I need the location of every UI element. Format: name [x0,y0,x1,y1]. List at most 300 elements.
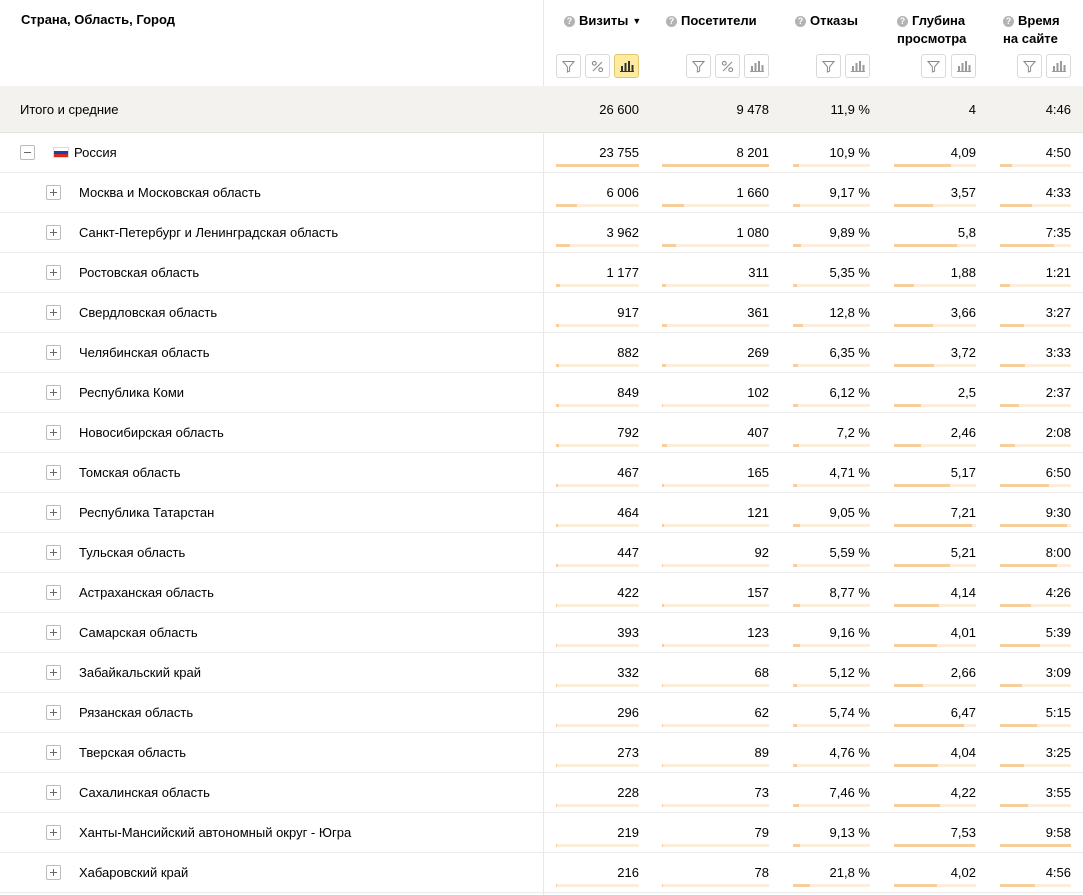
table-row[interactable] [0,253,1083,293]
bar-visitors [662,844,769,847]
cell-bounce: 9,16 % [829,625,870,640]
cell-time: 4:56 [1045,865,1071,880]
row-label[interactable]: Ханты-Мансийский автономный округ - Югра [79,825,352,840]
chart-bounce-button[interactable] [845,54,870,78]
cell-visits: 3 962 [606,225,639,240]
plus-icon[interactable] [46,425,61,440]
row-label[interactable]: Астраханская область [79,585,214,600]
question-icon[interactable]: ? [1003,16,1014,27]
cell-visits: 273 [617,745,639,760]
cell-depth: 5,17 [950,465,976,480]
plus-icon[interactable] [46,825,61,840]
bar-fill [894,244,957,247]
table-row[interactable] [0,413,1083,453]
table-row[interactable] [0,173,1083,213]
bar-fill [556,884,557,887]
column-header-depth[interactable] [897,12,966,48]
percent-visits-button[interactable] [585,54,610,78]
row-dimension [46,293,217,332]
chart-depth-button[interactable] [951,54,976,78]
bar-bounce [793,444,870,447]
row-label[interactable]: Челябинская область [79,345,210,360]
filter-icon [1023,60,1036,73]
row-label[interactable]: Тверская область [79,745,187,760]
cell-visitors: 9 478 [736,101,769,117]
plus-icon[interactable] [46,785,61,800]
bar-fill [662,484,664,487]
row-label[interactable]: Тульская область [79,545,186,560]
plus-icon[interactable] [46,185,61,200]
bar-bounce [793,364,870,367]
plus-icon[interactable] [46,385,61,400]
bar-bounce [793,284,870,287]
cell-visitors: 79 [754,825,769,840]
bar-time [1000,284,1071,287]
filter-icon [927,60,940,73]
bar-visits [556,724,639,727]
plus-icon[interactable] [46,585,61,600]
column-header-line [1003,30,1060,48]
table-row[interactable] [0,333,1083,373]
column-header-line [564,12,641,30]
plus-icon[interactable] [46,265,61,280]
bar-visitors [662,604,769,607]
column-header-bounce[interactable] [795,12,858,30]
table-row[interactable] [0,293,1083,333]
bar-fill [793,644,800,647]
table-row[interactable] [0,853,1083,893]
bar-fill [556,484,558,487]
table-row[interactable] [0,573,1083,613]
bar-time [1000,684,1071,687]
column-header-visitors[interactable] [666,12,757,30]
bar-fill [662,564,663,567]
bar-fill [662,804,663,807]
bar-fill [894,884,937,887]
column-header-line [1003,12,1060,30]
bar-fill [662,324,667,327]
row-dimension [46,773,210,812]
filter-visitors-button[interactable] [686,54,711,78]
totals-row [0,86,1083,133]
row-label[interactable]: Рязанская область [79,705,194,720]
cell-visits: 228 [617,785,639,800]
cell-depth: 7,53 [950,825,976,840]
bar-visits [556,484,639,487]
bar-chart-icon [750,60,764,72]
bar-bounce [793,404,870,407]
cell-visitors: 269 [747,345,769,360]
filter-time-button[interactable] [1017,54,1042,78]
bar-time [1000,404,1071,407]
cell-visits: 447 [617,545,639,560]
bar-fill [894,604,939,607]
bar-visitors [662,444,769,447]
row-label[interactable]: Сахалинская область [79,785,210,800]
bar-visitors [662,364,769,367]
bar-fill [1000,364,1025,367]
cell-visitors: 68 [754,665,769,680]
percent-visitors-button[interactable] [715,54,740,78]
cell-depth: 4,01 [950,625,976,640]
cell-depth: 7,21 [950,505,976,520]
cell-visitors: 78 [754,865,769,880]
cell-visitors: 123 [747,625,769,640]
bar-fill [1000,444,1015,447]
sort-desc-icon[interactable]: ▼ [632,16,642,26]
column-header-label: Отказы [810,13,858,28]
cell-bounce: 9,89 % [829,225,870,240]
cell-bounce: 6,35 % [829,345,870,360]
bar-fill [1000,524,1067,527]
bar-time [1000,564,1071,567]
cell-visits: 296 [617,705,639,720]
row-label[interactable]: Томская область [79,465,181,480]
cell-time: 4:46 [1045,101,1071,117]
row-dimension [46,413,224,452]
cell-visitors: 157 [747,585,769,600]
column-header-label: Визиты [579,13,629,28]
bar-visitors [662,164,769,167]
table-row[interactable] [0,453,1083,493]
chart-time-button[interactable] [1046,54,1071,78]
bar-fill [662,164,769,167]
bar-fill [793,324,803,327]
row-label[interactable]: Ростовская область [79,265,200,280]
bar-fill [793,164,799,167]
cell-visitors: 102 [747,385,769,400]
totals-label: Итого и средние [20,101,119,117]
bar-fill [894,164,951,167]
bar-time [1000,764,1071,767]
row-label[interactable]: Россия [74,145,117,160]
bar-fill [1000,484,1049,487]
cell-depth: 3,57 [950,185,976,200]
question-icon[interactable]: ? [564,16,575,27]
bar-bounce [793,484,870,487]
bar-fill [1000,644,1040,647]
bar-visitors [662,724,769,727]
bar-fill [894,404,921,407]
row-dimension [20,133,117,172]
bar-fill [1000,204,1032,207]
table-row[interactable] [0,533,1083,573]
row-label[interactable]: Свердловская область [79,305,218,320]
cell-visitors: 1 660 [736,185,769,200]
bar-time [1000,884,1071,887]
plus-icon[interactable] [46,865,61,880]
bar-visits [556,204,639,207]
table-row[interactable] [0,693,1083,733]
cell-depth: 4,04 [950,745,976,760]
bar-fill [662,404,663,407]
cell-bounce: 9,05 % [829,505,870,520]
bar-fill [793,724,797,727]
bar-fill [556,204,577,207]
bar-fill [793,244,801,247]
cell-bounce: 12,8 % [829,305,870,320]
row-label[interactable]: Хабаровский край [79,865,189,880]
bar-visits [556,444,639,447]
filter-icon [822,60,835,73]
plus-icon[interactable] [46,665,61,680]
bar-fill [894,484,950,487]
bar-fill [1000,404,1019,407]
cell-time: 6:50 [1045,465,1071,480]
cell-depth: 4,02 [950,865,976,880]
cell-depth: 5,21 [950,545,976,560]
cell-time: 3:25 [1045,745,1071,760]
bar-visits [556,164,639,167]
column-header-line [897,30,966,48]
cell-bounce: 7,46 % [829,785,870,800]
bar-fill [662,644,664,647]
cell-visits: 882 [617,345,639,360]
table-row[interactable] [0,653,1083,693]
bar-bounce [793,884,870,887]
bar-fill [556,804,557,807]
cell-visits: 849 [617,385,639,400]
bar-fill [793,764,797,767]
bar-fill [894,204,933,207]
bar-fill [793,564,797,567]
cell-visitors: 1 080 [736,225,769,240]
plus-icon[interactable] [46,545,61,560]
bar-visits [556,684,639,687]
table-header [0,0,1083,86]
cell-time: 3:55 [1045,785,1071,800]
row-label[interactable]: Санкт-Петербург и Ленинградская область [79,225,339,240]
cell-time: 5:39 [1045,625,1071,640]
cell-visitors: 89 [754,745,769,760]
bar-visits [556,764,639,767]
table-row[interactable] [0,773,1083,813]
bar-visitors [662,644,769,647]
row-label[interactable]: Москва и Московская область [79,185,261,200]
cell-bounce: 5,35 % [829,265,870,280]
row-dimension [46,173,261,212]
bar-fill [793,804,799,807]
cell-bounce: 7,2 % [836,425,870,440]
bar-visitors [662,244,769,247]
bar-time [1000,804,1071,807]
column-header-line [666,12,757,30]
bar-fill [662,604,664,607]
bar-fill [556,724,557,727]
bar-visitors [662,684,769,687]
bar-time [1000,524,1071,527]
bar-fill [1000,164,1012,167]
bar-fill [662,284,666,287]
bar-fill [1000,324,1024,327]
bar-fill [793,844,800,847]
cell-time: 3:33 [1045,345,1071,360]
row-label[interactable]: Республика Коми [79,385,185,400]
question-icon[interactable]: ? [666,16,677,27]
cell-depth: 3,72 [950,345,976,360]
bar-fill [793,364,798,367]
plus-icon[interactable] [46,625,61,640]
bar-visitors [662,404,769,407]
bar-visits [556,844,639,847]
bar-bounce [793,764,870,767]
table-row[interactable] [0,213,1083,253]
bar-bounce [793,684,870,687]
bar-bounce [793,204,870,207]
bar-fill [1000,724,1037,727]
cell-bounce: 5,74 % [829,705,870,720]
bar-bounce [793,524,870,527]
cell-visits: 1 177 [606,265,639,280]
bar-fill [556,284,560,287]
cell-depth: 6,47 [950,705,976,720]
row-label[interactable]: Самарская область [79,625,198,640]
question-icon[interactable]: ? [795,16,806,27]
bar-time [1000,364,1071,367]
filter-icon [562,60,575,73]
bar-fill [1000,804,1028,807]
chart-visitors-button[interactable] [744,54,769,78]
cell-bounce: 21,8 % [829,865,870,880]
minus-icon[interactable] [20,145,35,160]
table-row[interactable] [0,373,1083,413]
bar-fill [894,764,938,767]
column-header-label: Глубина [912,13,966,28]
bar-visitors [662,204,769,207]
table-row-country[interactable] [0,133,1083,173]
plus-icon[interactable] [46,225,61,240]
bar-fill [662,844,663,847]
bar-fill [556,404,559,407]
column-header-label: Посетители [681,13,757,28]
cell-bounce: 10,9 % [829,145,870,160]
chart-visits-button[interactable] [614,54,639,78]
bar-bounce [793,804,870,807]
cell-bounce: 6,12 % [829,385,870,400]
plus-icon[interactable] [46,745,61,760]
bar-visitors [662,484,769,487]
cell-visits: 6 006 [606,185,639,200]
question-icon[interactable]: ? [897,16,908,27]
column-header-time[interactable] [1003,12,1060,48]
bar-chart-icon [851,60,865,72]
bar-bounce [793,244,870,247]
table-row[interactable] [0,613,1083,653]
filter-bounce-button[interactable] [816,54,841,78]
cell-time: 3:27 [1045,305,1071,320]
filter-visits-button[interactable] [556,54,581,78]
table-row[interactable] [0,493,1083,533]
bar-fill [1000,764,1024,767]
bar-time [1000,604,1071,607]
bar-visitors [662,804,769,807]
bar-fill [556,644,557,647]
cell-time: 9:58 [1045,825,1071,840]
filter-depth-button[interactable] [921,54,946,78]
bar-bounce [793,724,870,727]
cell-depth: 4,14 [950,585,976,600]
bar-visitors [662,564,769,567]
cell-visits: 393 [617,625,639,640]
bar-fill [662,444,667,447]
bar-fill [894,564,950,567]
bar-fill [556,164,639,167]
dimension-header[interactable]: Страна, Область, Город [21,12,175,27]
row-dimension [46,613,198,652]
cell-visits: 219 [617,825,639,840]
cell-bounce: 8,77 % [829,585,870,600]
cell-visitors: 73 [754,785,769,800]
bar-visits [556,884,639,887]
row-dimension [46,333,209,372]
bar-fill [1000,604,1031,607]
bar-fill [894,444,921,447]
row-dimension [46,693,193,732]
bar-visitors [662,324,769,327]
cell-visits: 422 [617,585,639,600]
bar-fill [662,524,664,527]
row-label[interactable]: Забайкальский край [79,665,202,680]
row-label[interactable]: Республика Татарстан [79,505,215,520]
bar-chart-icon [620,60,634,72]
bar-fill [894,644,937,647]
bar-fill [556,324,559,327]
cell-time: 5:15 [1045,705,1071,720]
table-row[interactable] [0,733,1083,773]
bar-fill [793,404,798,407]
bar-fill [793,284,797,287]
row-label[interactable]: Новосибирская область [79,425,224,440]
column-header-label: Время [1018,13,1060,28]
plus-icon[interactable] [46,345,61,360]
table-row[interactable] [0,813,1083,853]
cell-time: 4:50 [1045,145,1071,160]
cell-visits: 792 [617,425,639,440]
bar-time [1000,244,1071,247]
cell-bounce: 11,9 % [830,101,870,117]
plus-icon[interactable] [46,705,61,720]
cell-visits: 332 [617,665,639,680]
bar-fill [793,484,797,487]
bar-chart-icon [957,60,971,72]
row-dimension [46,573,214,612]
plus-icon[interactable] [46,305,61,320]
bar-visits [556,364,639,367]
cell-depth: 5,8 [957,225,976,240]
bar-fill [793,884,810,887]
bar-fill [662,684,663,687]
plus-icon[interactable] [46,505,61,520]
cell-depth: 4,22 [950,785,976,800]
bar-fill [793,684,797,687]
column-header-visits[interactable] [564,12,641,30]
bar-time [1000,444,1071,447]
cell-visits: 23 755 [599,145,639,160]
bar-fill [556,764,557,767]
cell-visits: 26 600 [599,101,639,117]
column-header-line [897,12,966,30]
row-dimension [46,373,184,412]
bar-fill [894,804,940,807]
plus-icon[interactable] [46,465,61,480]
bar-fill [1000,684,1022,687]
bar-fill [894,284,914,287]
bar-fill [556,444,559,447]
bar-visitors [662,524,769,527]
cell-depth: 2,66 [950,665,976,680]
bar-fill [894,684,923,687]
cell-bounce: 4,71 % [829,465,870,480]
